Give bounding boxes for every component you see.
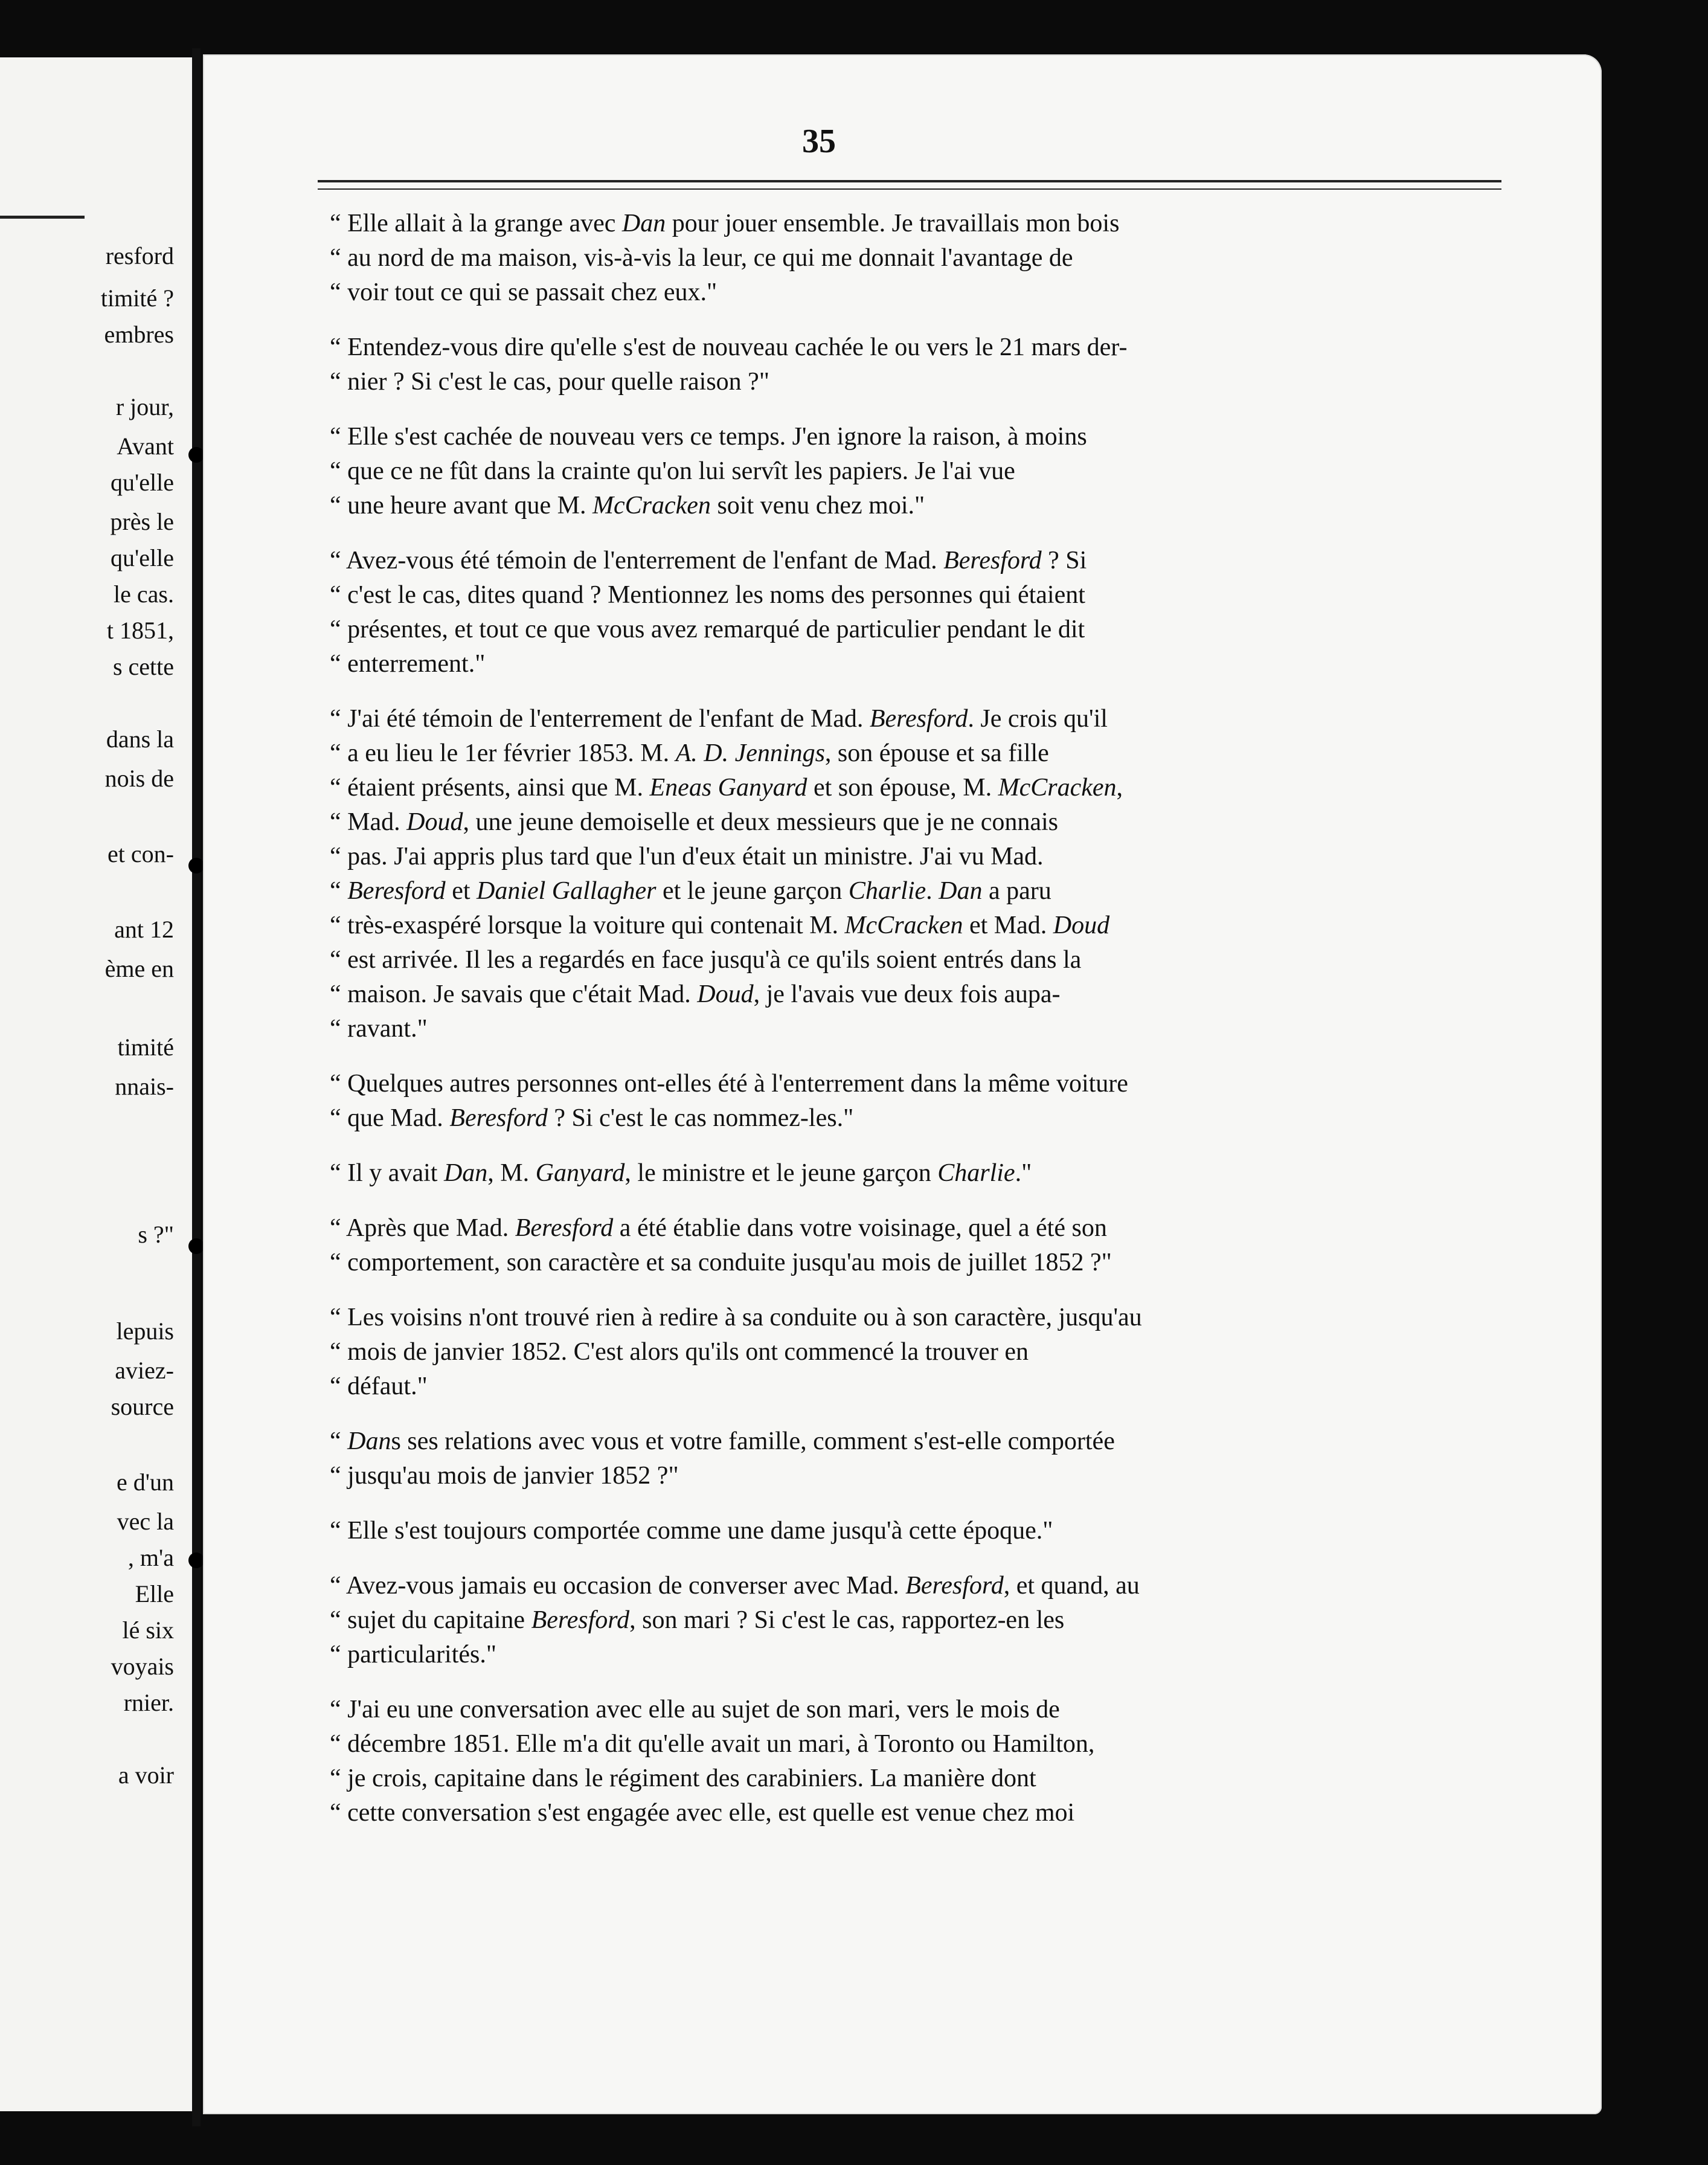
text-line: “ est arrivée. Il les a regardés en face jusqu'à ce qu'ils soient entrés dans la [366, 943, 1507, 977]
text-line: “ enterrement." [366, 647, 1507, 681]
text-line: “ Elle s'est toujours comportée comme une dame jusqu'à cette époque." [366, 1514, 1507, 1548]
left-page-fragment: Elle [135, 1580, 174, 1607]
main-page [203, 54, 1602, 2114]
header-rule [318, 180, 1501, 190]
paragraph [312, 1211, 1507, 1280]
left-page-fragment: le cas. [114, 581, 174, 608]
text-line: “ pas. J'ai appris plus tard que l'un d'eux était un ministre. J'ai vu Mad. [366, 840, 1507, 874]
text-line: “ comportement, son caractère et sa conduite jusqu'au mois de juillet 1852 ?" [366, 1246, 1507, 1280]
left-page-rule [0, 216, 85, 219]
text-line: “ J'ai eu une conversation avec elle au sujet de son mari, vers le mois de [366, 1693, 1507, 1727]
text-line: “ Les voisins n'ont trouvé rien à redire à sa conduite ou à son caractère, jusqu'au [366, 1301, 1507, 1335]
text-line: “ décembre 1851. Elle m'a dit qu'elle avait un mari, à Toronto ou Hamilton, [366, 1727, 1507, 1761]
text-line: “ J'ai été témoin de l'enterrement de l'enfant de Mad. Beresford. Je crois qu'il [366, 702, 1507, 736]
left-page-fragment: r jour, [115, 393, 174, 420]
left-page-fragment: t 1851, [106, 617, 174, 644]
paragraph [312, 207, 1507, 310]
binding-stitch [188, 447, 204, 463]
text-line: “ c'est le cas, dites quand ? Mentionnez les noms des personnes qui étaient [366, 578, 1507, 613]
binding-stitch [188, 1552, 204, 1568]
left-page-fragment: e d'un [117, 1469, 174, 1496]
left-page-fragment: , m'a [127, 1544, 174, 1571]
text-line: “ particularités." [366, 1638, 1507, 1672]
text-line: “ sujet du capitaine Beresford, son mari ? Si c'est le cas, rapportez-en les [366, 1603, 1507, 1638]
text-line: “ au nord de ma maison, vis-à-vis la leur, ce qui me donnait l'avantage de [366, 241, 1507, 275]
text-line: “ a eu lieu le 1er février 1853. M. A. D. Jennings, son épouse et sa fille [366, 736, 1507, 771]
text-line: “ très-exaspéré lorsque la voiture qui contenait M. McCracken et Mad. Doud [366, 909, 1507, 943]
paragraph [312, 1301, 1507, 1404]
text-line: “ Entendez-vous dire qu'elle s'est de nouveau cachée le ou vers le 21 mars der- [366, 330, 1507, 365]
paragraph [312, 1067, 1507, 1136]
left-page-fragment: lepuis [116, 1317, 174, 1345]
left-page-fragment: timité [117, 1034, 174, 1061]
paragraph [312, 1156, 1507, 1191]
text-line: “ Il y avait Dan, M. Ganyard, le ministre et le jeune garçon Charlie." [366, 1156, 1507, 1191]
binding-stitch [188, 858, 204, 873]
left-page-fragment: voyais [111, 1653, 174, 1680]
left-page-fragment: près le [110, 508, 174, 535]
text-line: “ Elle allait à la grange avec Dan pour jouer ensemble. Je travaillais mon bois [366, 207, 1507, 241]
paragraph [312, 420, 1507, 523]
text-line: “ mois de janvier 1852. C'est alors qu'ils ont commencé la trouver en [366, 1335, 1507, 1369]
page-text [312, 207, 1507, 1851]
text-line: “ que Mad. Beresford ? Si c'est le cas nommez-les." [366, 1101, 1507, 1136]
text-line: “ je crois, capitaine dans le régiment des carabiniers. La manière dont [366, 1761, 1507, 1796]
paragraph [312, 702, 1507, 1046]
text-line: “ jusqu'au mois de janvier 1852 ?" [366, 1459, 1507, 1493]
binding-stitch [188, 1238, 204, 1254]
text-line: “ une heure avant que M. McCracken soit venu chez moi." [366, 489, 1507, 523]
text-line: “ maison. Je savais que c'était Mad. Doud, je l'avais vue deux fois aupa- [366, 977, 1507, 1012]
left-page-fragment: a voir [118, 1761, 174, 1789]
left-page-fragment: ème en [104, 955, 174, 982]
text-line: “ Avez-vous été témoin de l'enterrement de l'enfant de Mad. Beresford ? Si [366, 544, 1507, 578]
left-page-fragment: vec la [117, 1508, 174, 1535]
left-page-fragment: Avant [117, 433, 174, 460]
text-line: “ étaient présents, ainsi que M. Eneas Ganyard et son épouse, M. McCracken, [366, 771, 1507, 805]
text-line: “ Mad. Doud, une jeune demoiselle et deux messieurs que je ne connais [366, 805, 1507, 840]
paragraph [312, 544, 1507, 681]
left-page-fragment: nnais- [115, 1073, 174, 1100]
text-line: “ Quelques autres personnes ont-elles été à l'enterrement dans la même voiture [366, 1067, 1507, 1101]
left-page-fragment: s ?" [138, 1221, 174, 1248]
text-line: “ cette conversation s'est engagée avec elle, est quelle est venue chez moi [366, 1796, 1507, 1830]
left-page-fragment: source [111, 1393, 174, 1420]
text-line: “ que ce ne fût dans la crainte qu'on lui servît les papiers. Je l'ai vue [366, 454, 1507, 489]
paragraph [312, 1693, 1507, 1830]
text-line: “ voir tout ce qui se passait chez eux." [366, 275, 1507, 310]
text-line: “ nier ? Si c'est le cas, pour quelle raison ?" [366, 365, 1507, 399]
left-page-fragment: timité ? [100, 285, 174, 312]
left-page-fragment: ant 12 [114, 916, 174, 943]
text-line: “ présentes, et tout ce que vous avez remarqué de particulier pendant le dit [366, 613, 1507, 647]
text-line: “ Dans ses relations avec vous et votre famille, comment s'est-elle comportée [366, 1424, 1507, 1459]
paragraph [312, 330, 1507, 399]
left-page-fragment: qu'elle [111, 544, 174, 571]
text-line: “ Elle s'est cachée de nouveau vers ce temps. J'en ignore la raison, à moins [366, 420, 1507, 454]
left-page-fragment: s cette [112, 653, 174, 680]
left-page-fragment: qu'elle [111, 469, 174, 496]
paragraph [312, 1424, 1507, 1493]
text-line: “ Avez-vous jamais eu occasion de converser avec Mad. Beresford, et quand, au [366, 1569, 1507, 1603]
text-line: “ ravant." [366, 1012, 1507, 1046]
left-facing-page [0, 57, 194, 2111]
text-line: “ défaut." [366, 1369, 1507, 1404]
left-page-fragment: nois de [104, 765, 174, 792]
page-number: 35 [802, 123, 836, 160]
text-line: “ Après que Mad. Beresford a été établie dans votre voisinage, quel a été son [366, 1211, 1507, 1246]
left-page-fragment: dans la [106, 725, 174, 753]
text-line: “ Beresford et Daniel Gallagher et le jeune garçon Charlie. Dan a paru [366, 874, 1507, 909]
left-page-fragment: et con- [108, 840, 174, 867]
left-page-fragment: lé six [122, 1617, 174, 1644]
left-page-fragment: rnier. [123, 1689, 174, 1716]
paragraph [312, 1569, 1507, 1672]
paragraph [312, 1514, 1507, 1548]
left-page-fragment: aviez- [115, 1357, 174, 1384]
left-page-fragment: resford [105, 242, 174, 269]
binding-gutter [192, 48, 201, 2126]
left-page-fragment: embres [104, 321, 174, 348]
